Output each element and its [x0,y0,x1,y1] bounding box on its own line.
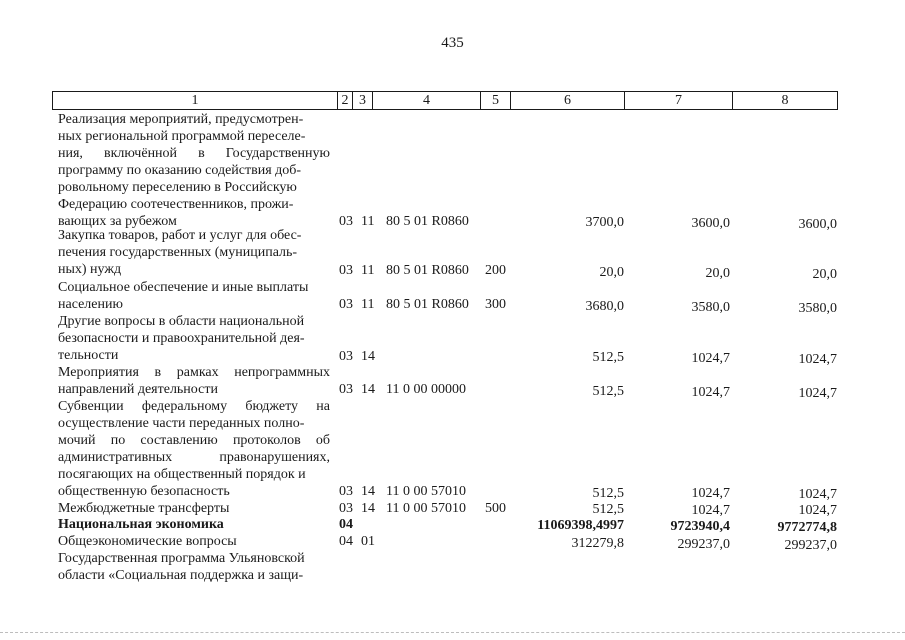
header-col-7: 7 [625,92,733,109]
expense-type-code: 500 [485,501,506,516]
description-line: мочий по составлению протоколов об [58,433,330,448]
description-line: Другие вопросы в области национальной [58,314,305,329]
description-line: безопасности и правоохранительной дея- [58,331,305,346]
target-article-code: 11 0 00 57010 [386,484,466,499]
target-article-code: 80 5 01 R0860 [386,297,469,312]
amount-col-8: 20,0 [812,267,837,282]
row-description [58,516,330,533]
section-code: 03 [339,501,353,516]
amount-col-7: 1024,7 [691,385,730,400]
description-line: Мероприятия в рамках непрограммных [58,365,330,380]
amount-col-8: 1024,7 [798,386,837,401]
description-line: административных правонарушениях, [58,450,330,465]
row-description [58,550,330,584]
subsection-code: 14 [361,501,375,516]
amount-col-8: 9772774,8 [777,520,837,535]
description-line: Реализация мероприятий, предусмотрен- [58,112,304,127]
target-article-code: 80 5 01 R0860 [386,263,469,278]
amount-col-7: 9723940,4 [670,519,730,534]
expense-type-code: 300 [485,297,506,312]
description-line: Социальное обеспечение и иные выплаты [58,280,309,295]
expense-type-code: 200 [485,263,506,278]
description-line: населению [58,297,123,312]
description-line: направлений деятельности [58,382,218,397]
amount-col-8: 1024,7 [798,352,837,367]
row-description [58,500,330,517]
section-code: 03 [339,297,353,312]
subsection-code: 14 [361,484,375,499]
amount-col-6: 512,5 [592,384,624,399]
description-line: тельности [58,348,119,363]
description-line: области «Социальная поддержка и защи- [58,568,304,583]
amount-col-6: 11069398,4997 [537,518,624,533]
description-line: Государственная программа Ульяновской [58,551,305,566]
amount-col-6: 312279,8 [571,536,624,551]
description-line: Межбюджетные трансферты [58,501,230,516]
description-line: ния, включённой в Государственную [58,146,330,161]
description-line: Федерацию соотечественников, прожи- [58,197,294,212]
header-col-8: 8 [781,93,789,108]
amount-col-8: 1024,7 [798,487,837,502]
header-col-6: 6 [511,92,625,109]
description-line: Национальная экономика [58,517,224,532]
amount-col-7: 1024,7 [691,486,730,501]
row-description [58,279,330,313]
description-line: ровольному переселению в Российскую [58,180,297,195]
subsection-code: 14 [361,349,375,364]
row-description [58,111,330,230]
amount-col-7: 3600,0 [691,216,730,231]
section-code: 04 [339,534,353,549]
amount-col-8: 3580,0 [798,301,837,316]
subsection-code: 11 [361,214,375,229]
target-article-code: 80 5 01 R0860 [386,214,469,229]
subsection-code: 01 [361,534,375,549]
subsection-code: 11 [361,297,375,312]
amount-col-8: 3600,0 [798,217,837,232]
scan-edge-divider [0,632,905,634]
amount-col-6: 20,0 [599,265,624,280]
section-code: 03 [339,263,353,278]
description-line: ных) нужд [58,262,122,277]
target-article-code: 11 0 00 57010 [386,501,466,516]
header-col-2: 2 [338,92,353,109]
header-col-3: 3 [353,92,373,109]
section-code: 03 [339,484,353,499]
amount-col-7: 3580,0 [691,300,730,315]
section-code: 04 [339,517,353,532]
row-description [58,398,330,500]
amount-col-7: 299237,0 [677,537,730,552]
description-line: вающих за рубежом [58,214,177,229]
header-col-1: 1 [53,92,338,109]
header-col-4: 4 [373,92,481,109]
table-header [52,91,838,110]
target-article-code: 11 0 00 00000 [386,382,466,397]
row-description [58,364,330,398]
row-description [58,533,330,550]
subsection-code: 14 [361,382,375,397]
section-code: 03 [339,214,353,229]
description-line: печения государственных (муниципаль- [58,245,298,260]
description-line: Субвенции федеральному бюджету на [58,399,330,414]
description-line: общественную безопасность [58,484,230,499]
description-line: Общеэкономические вопросы [58,534,237,549]
description-line: ных региональной программой переселе- [58,129,306,144]
amount-col-7: 1024,7 [691,351,730,366]
row-description [58,313,330,364]
amount-col-6: 512,5 [592,502,624,517]
description-line: программу по оказанию содействия доб- [58,163,302,178]
amount-col-8: 1024,7 [798,503,837,518]
amount-col-6: 512,5 [592,350,624,365]
page-number: 435 [441,35,464,51]
amount-col-7: 20,0 [705,266,730,281]
amount-col-8: 299237,0 [784,538,837,553]
row-description [58,227,330,278]
amount-col-7: 1024,7 [691,503,730,518]
description-line: осуществление части переданных полно- [58,416,305,431]
amount-col-6: 3680,0 [585,299,624,314]
subsection-code: 11 [361,263,375,278]
section-code: 03 [339,349,353,364]
amount-col-6: 512,5 [592,486,624,501]
header-col-5: 5 [481,92,511,109]
description-line: Закупка товаров, работ и услуг для обес- [58,228,302,243]
section-code: 03 [339,382,353,397]
amount-col-6: 3700,0 [585,215,624,230]
description-line: посягающих на общественный порядок и [58,467,306,482]
